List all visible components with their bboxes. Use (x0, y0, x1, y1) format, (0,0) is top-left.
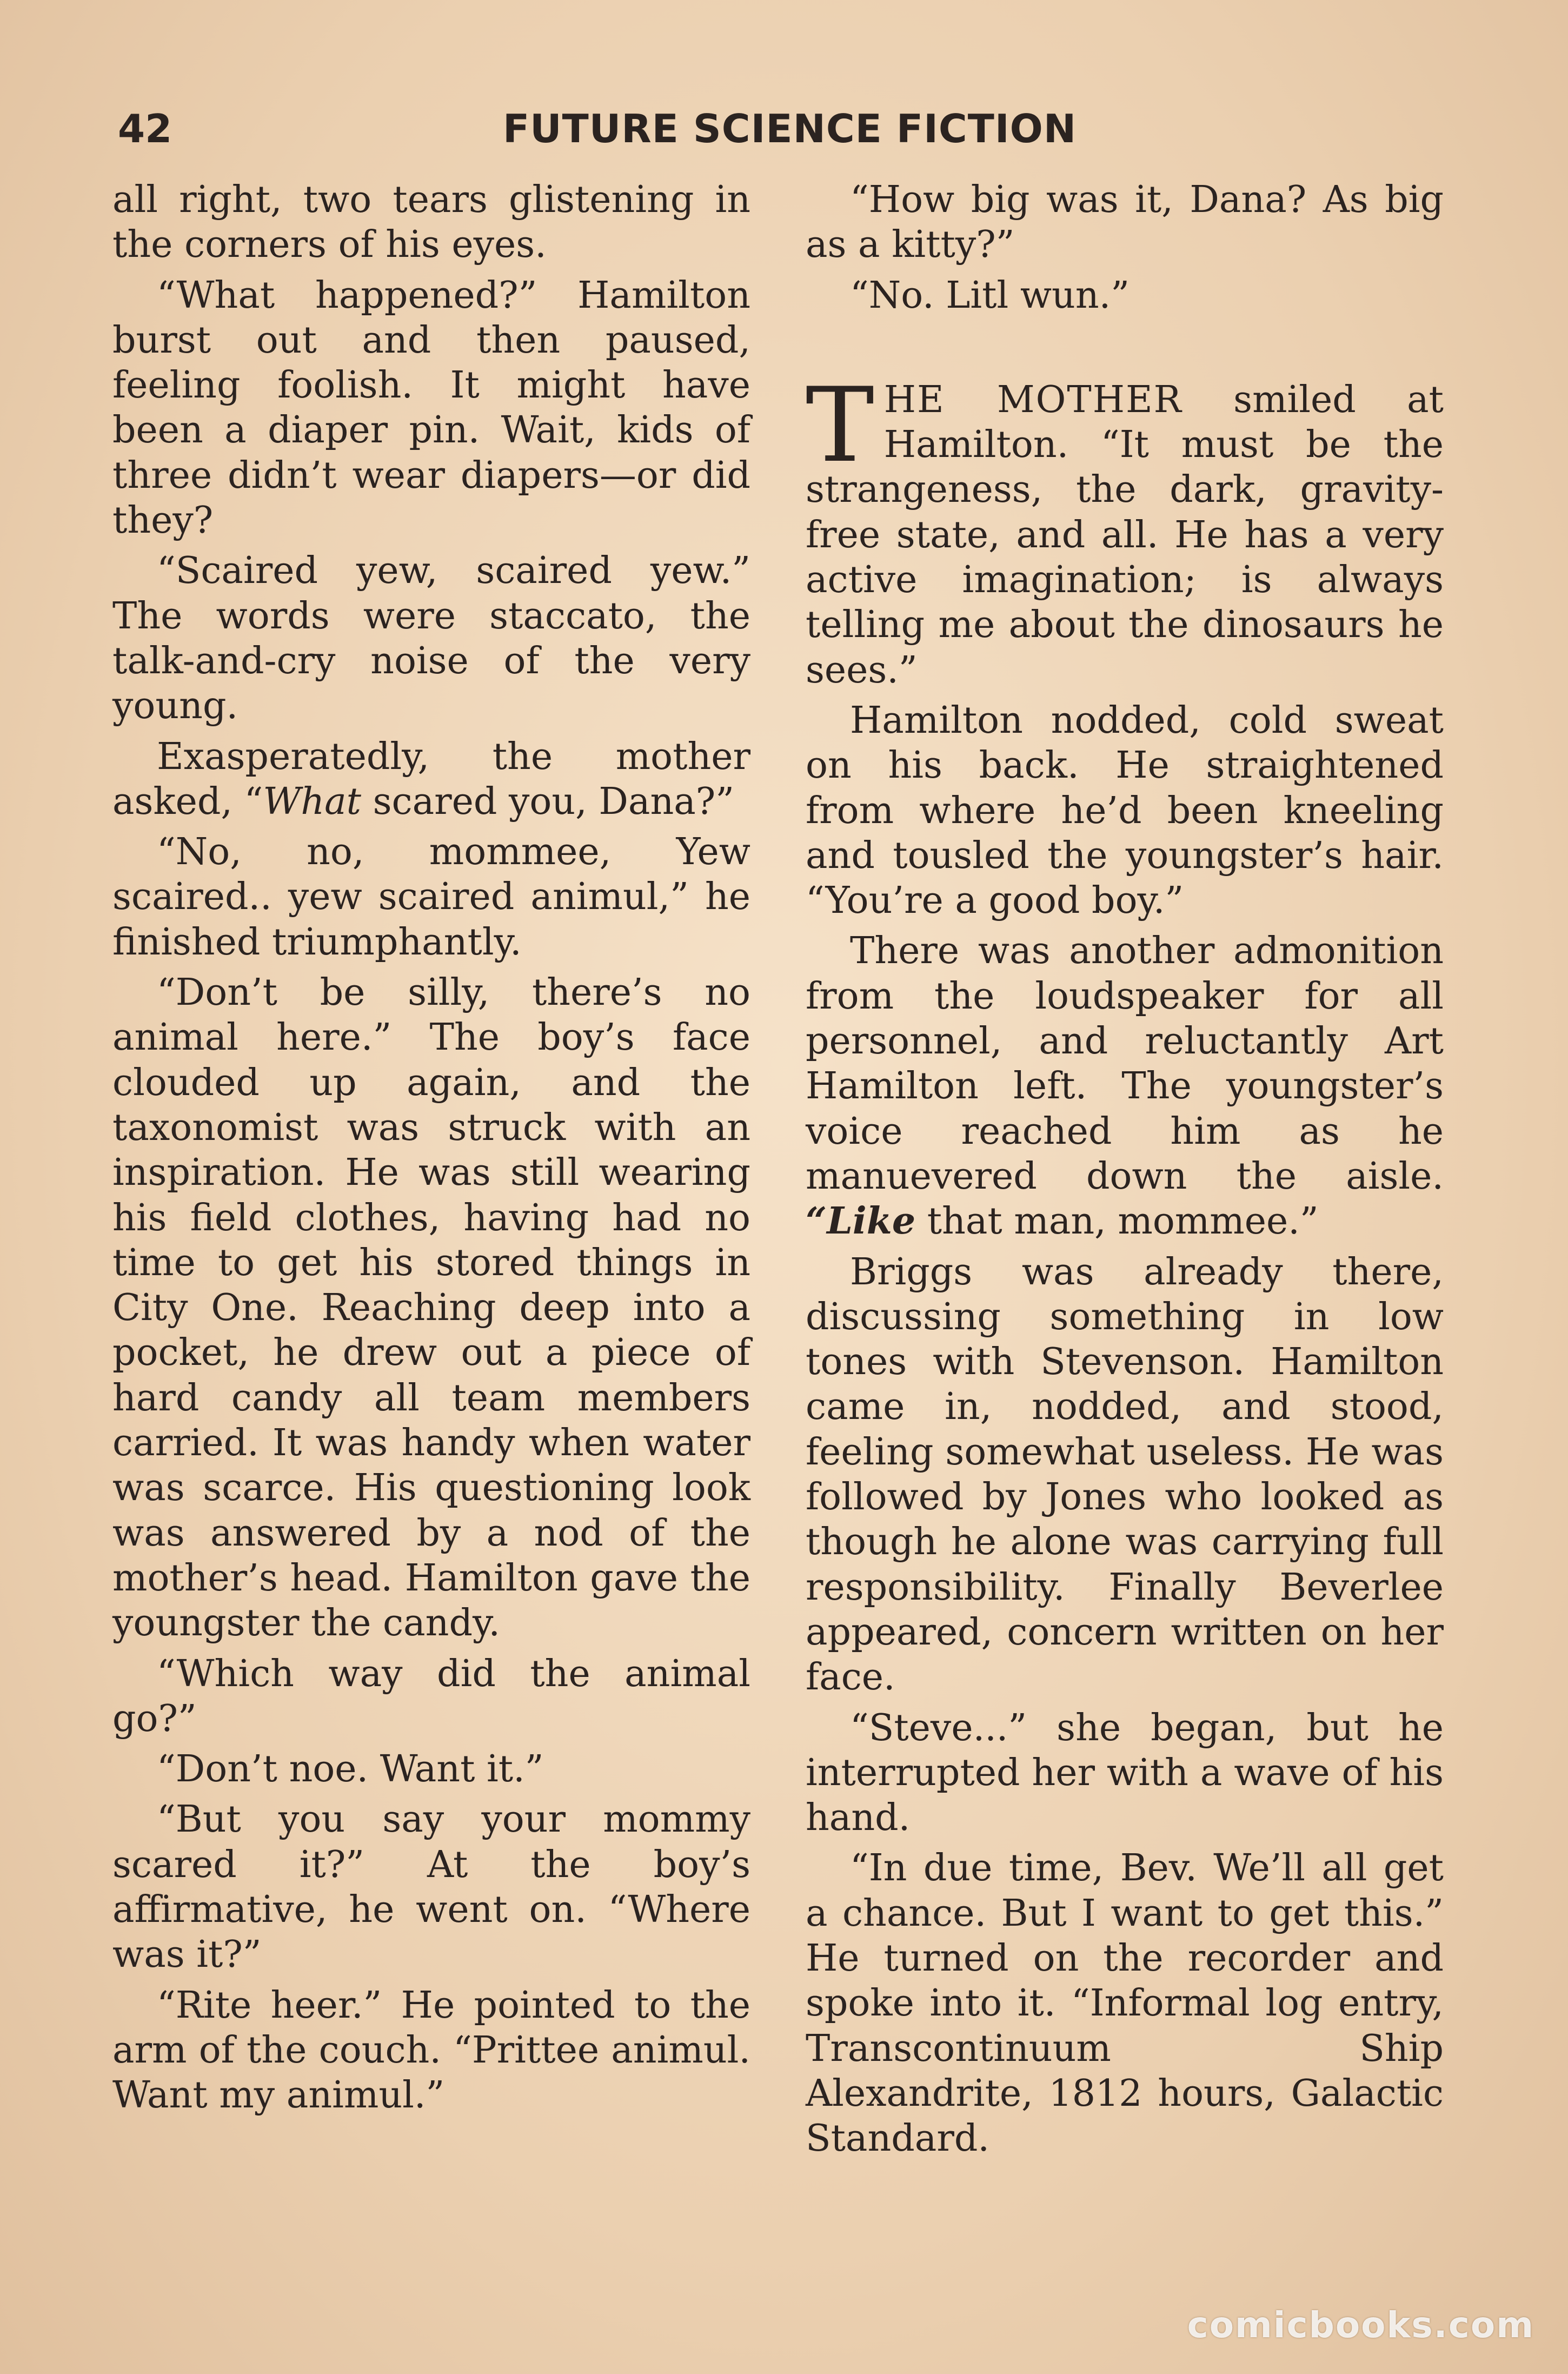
text-run: There was another admonition from the loudspeaker for all personnel, and reluctantly Art Hamilton left. The youngster’s voice reached him as he manuevered down the aisle. (806, 930, 1444, 1198)
paragraph: “But you say your mommy scared it?” At the boy’s affirmative, he went on. “Where was it?” (112, 1798, 750, 1977)
text-run: Exasperatedly, the mother asked, “ (112, 735, 750, 823)
running-head: FUTURE SCIENCE FICTION (503, 106, 1077, 151)
page-header (0, 102, 1568, 161)
paragraph: “Which way did the animal go?” (112, 1652, 750, 1740)
paragraph: “How big was it, Dana? As big as a kitty?” (806, 178, 1444, 267)
paragraph: “Rite heer.” He pointed to the arm of the couch. “Prittee animul. Want my animul.” (112, 1984, 750, 2117)
paragraph (112, 734, 750, 825)
paragraph: “Don’t noe. Want it.” (157, 1748, 544, 1791)
paragraph: “No. Litl wun.” (850, 274, 1130, 317)
left-column (112, 177, 750, 2123)
paragraph: “Don’t be silly, there’s no animal here.” The boy’s face clouded up again, and the taxonomist was struck with an inspiration. He was still wearing his field clothes, having had no time to get his stored things in City One. Reaching deep into a pocket, he drew out a piece of hard candy all team members carried. It was handy when water was scarce. His questioning look was answered by a nod of the mother’s head. Hamilton gave the youngster the candy. (112, 971, 750, 1645)
paragraph: “Steve...” she began, but he interrupted her with a wave of his hand. (806, 1706, 1444, 1840)
paragraph: Briggs was already there, discussing something in low tones with Stevenson. Hamilton came in, nodded, and stood, feeling somewhat useless. He was followed by Jones who looked as though he alone was carrying full responsibility. Finally Beverlee appeared, concern written on her face. (806, 1250, 1444, 1699)
paragraph: “In due time, Bev. We’ll all get a chance. But I want to get this.” He turned on the recorder and spoke into it. “Informal log entry, Transcontinuum Ship Alexandrite, 1812 hours, Galactic Standard. (806, 1847, 1444, 2160)
emphasis-like: “Like (806, 1199, 916, 1243)
page-number: 42 (118, 106, 172, 151)
drop-cap: T (806, 365, 874, 485)
paragraph (806, 929, 1444, 1244)
text-run: scared you, Dana?” (361, 780, 735, 823)
small-caps-lead: HE MOTHER (883, 378, 1182, 421)
paragraph: “What happened?” Hamilton burst out and then paused, feeling foolish. It might have been a diaper pin. Wait, kids of three didn’t wear diapers—or did they? (112, 274, 750, 542)
right-column (806, 177, 1444, 2166)
text-run: smiled at Hamilton. “It must be the strangeness, the dark, gravity-free state, and all. He has a very active imagination; is always telling me about the dinosaurs he sees.” (806, 378, 1444, 692)
section-opening-paragraph (806, 365, 1444, 693)
paragraph: “Scaired yew, scaired yew.” The words were staccato, the talk-and-cry noise of the very young. (112, 549, 750, 728)
watermark: comicbooks.com (1187, 2304, 1534, 2346)
paragraph: “No, no, mommee, Yew scaired.. yew scaired animul,” he finished triumphantly. (112, 831, 750, 964)
paragraph: Hamilton nodded, cold sweat on his back. He straightened from where he’d been kneeling and tousled the youngster’s hair. “You’re a good boy.” (806, 699, 1444, 923)
emphasis-what: What (263, 780, 361, 823)
text-run: that man, mommee.” (915, 1200, 1319, 1243)
paragraph: all right, two tears glistening in the corners of his eyes. (112, 178, 750, 267)
